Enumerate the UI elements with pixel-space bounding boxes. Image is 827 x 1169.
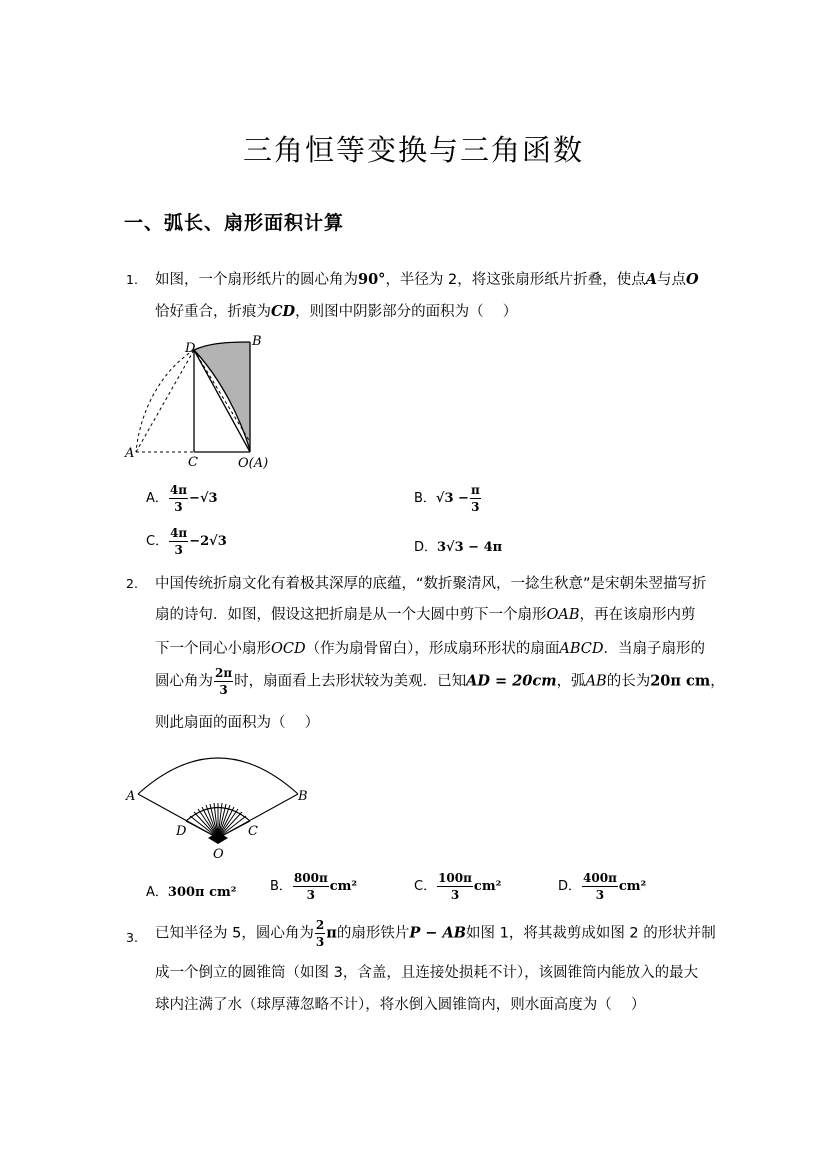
label-c: C: [188, 455, 198, 470]
question-1-number: 1.: [126, 272, 138, 287]
label-a: A: [125, 446, 135, 461]
label-o: O: [213, 847, 224, 862]
label-d: D: [185, 341, 196, 356]
q2-option-b[interactable]: B． $\frac{800\pi}{3}$ cm²: [270, 871, 358, 902]
figure-2-folding-fan: [120, 740, 320, 865]
question-3-number: 3.: [126, 930, 138, 945]
question-3-line-1: 已知半径为 5，圆心角为 $\frac{2}{3}$ π的扇形铁片P − AB如图 1，将其裁剪成如图 2 的形状并制: [155, 918, 716, 949]
label-a: A: [126, 789, 136, 804]
label-b: B: [252, 334, 262, 349]
arc-ab: [138, 758, 298, 794]
page-title: 三角恒等变换与三角函数: [242, 133, 584, 167]
q2-option-a[interactable]: A．300π cm²: [146, 885, 237, 900]
question-2-line-1: 中国传统折扇文化有着极其深厚的底蕴，“数折聚清风，一捻生秋意”是宋朝朱翌描写折: [155, 576, 707, 592]
label-b: B: [298, 789, 308, 804]
q2-option-d[interactable]: D． $\frac{400\pi}{3}$ cm²: [558, 871, 647, 902]
question-1-line-2: 恰好重合，折痕为CD，则图中阴影部分的面积为（ ）: [155, 303, 518, 320]
section-heading: 一、弧长、扇形面积计算: [124, 212, 345, 234]
question-2-line-5: 则此扇面的面积为（ ）: [155, 715, 320, 731]
question-2-line-4: 圆心角为 $\frac{2\pi}{3}$ 时，扇面看上去形状较为美观．已知AD = 20cm，弧AB的长为20π cm，: [155, 666, 725, 697]
question-2-number: 2.: [126, 576, 138, 591]
q1-option-c[interactable]: C． $\frac{4\pi}{3}$ −2√3: [146, 526, 227, 557]
question-3-line-2: 成一个倒立的圆锥筒（如图 3，含盖，且连接处损耗不计），该圆锥筒内能放入的最大: [155, 965, 699, 981]
q1-option-a[interactable]: A． $\frac{4\pi}{3}$ −√3: [146, 483, 218, 514]
label-oa: O(A): [238, 456, 269, 471]
dashed-arc-ad: [136, 350, 194, 452]
dashed-ad: [136, 350, 194, 452]
q2-option-c[interactable]: C． $\frac{100\pi}{3}$ cm²: [414, 871, 502, 902]
label-d: D: [176, 824, 187, 839]
q1-option-d[interactable]: D．3√3 − 4π: [414, 540, 503, 555]
label-c: C: [248, 824, 258, 839]
figure-1-sector-fold: [122, 330, 282, 475]
shaded-region: [194, 342, 250, 450]
question-2-line-2: 扇的诗句．如图，假设这把折扇是从一个大圆中剪下一个扇形OAB，再在该扇形内剪: [155, 607, 696, 623]
q1-option-b[interactable]: B．√3 − $\frac{\pi}{3}$: [414, 483, 480, 514]
question-2-line-3: 下一个同心小扇形OCD（作为扇骨留白），形成扇环形状的扇面ABCD．当扇子扇形的: [155, 641, 705, 657]
question-3-line-3: 球内注满了水（球厚薄忽略不计），将水倒入圆锥筒内，则水面高度为（ ）: [155, 997, 646, 1013]
question-1-line-1: 如图，一个扇形纸片的圆心角为90°，半径为 2，将这张扇形纸片折叠，使点A与点O: [155, 271, 699, 288]
